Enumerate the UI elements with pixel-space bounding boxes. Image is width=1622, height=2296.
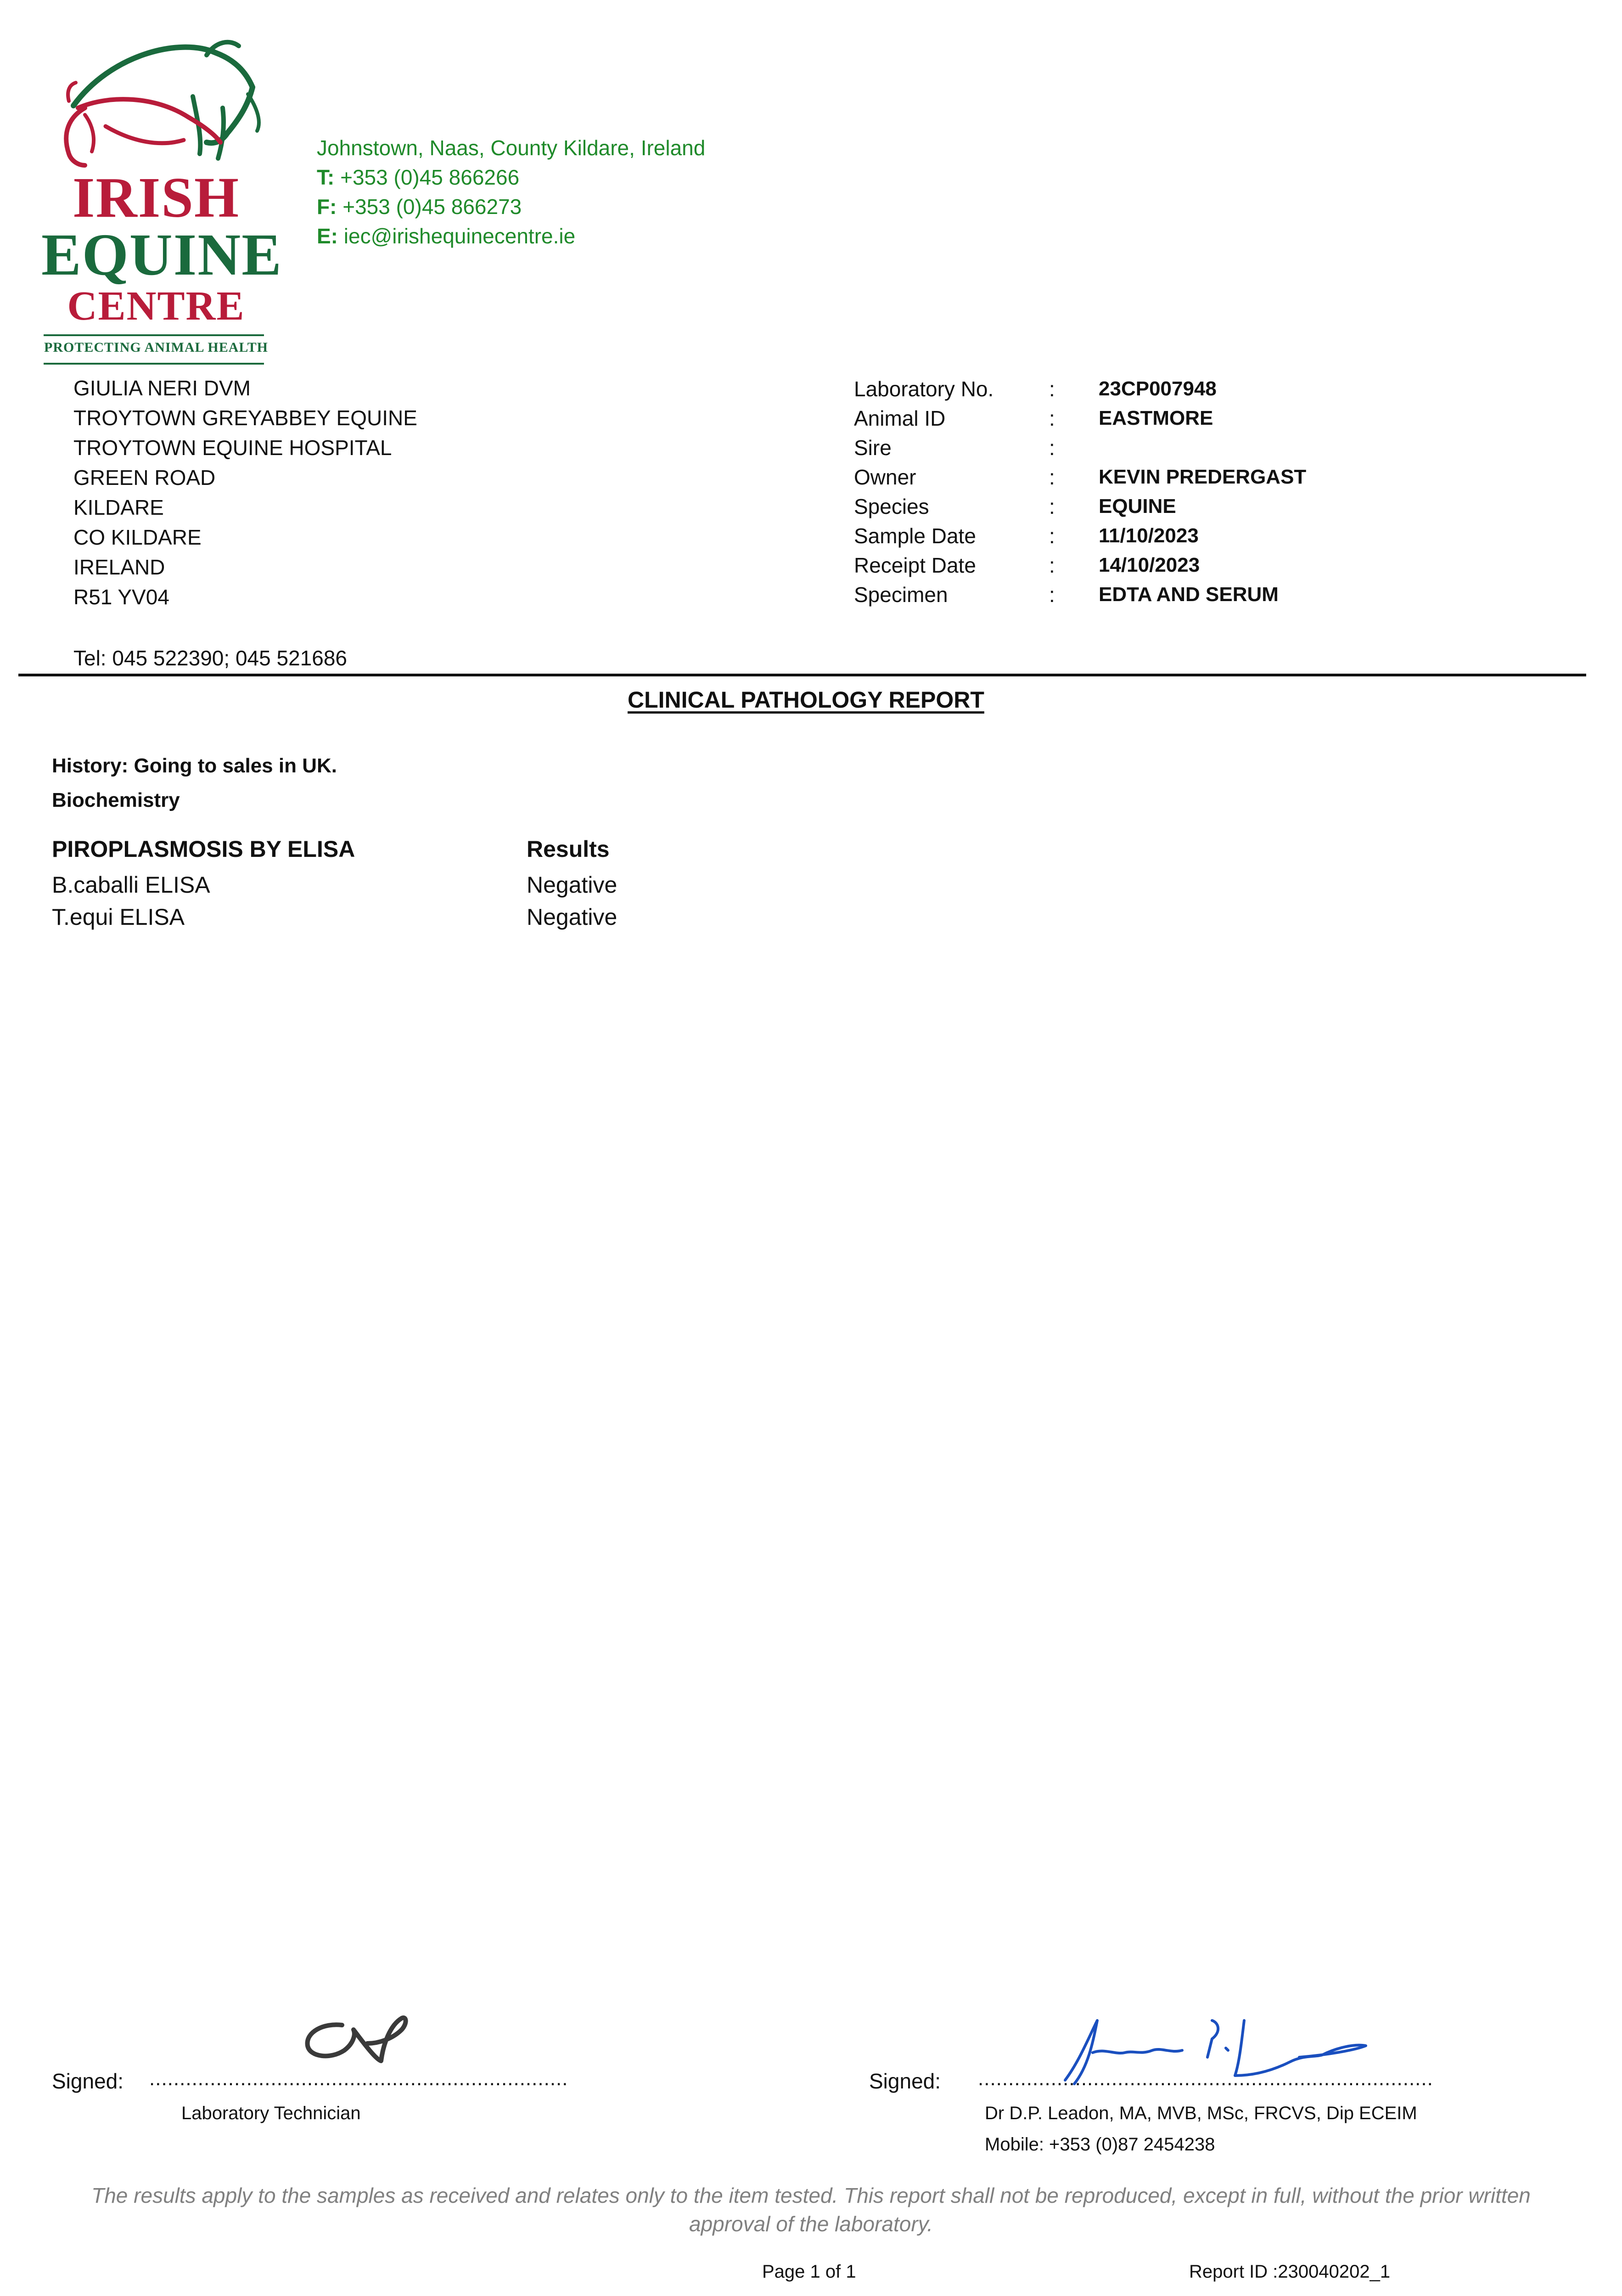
table-cell-test: B.caballi ELISA xyxy=(52,872,210,898)
logo-word-centre: CENTRE xyxy=(67,283,245,329)
contact-phone-line xyxy=(317,163,519,192)
info-value-animal-id: EASTMORE xyxy=(1099,407,1213,429)
contact-phone: +353 (0)45 866266 xyxy=(340,165,520,189)
info-colon: : xyxy=(1049,406,1055,430)
info-value-sample-date: 11/10/2023 xyxy=(1099,524,1199,547)
recipient-line: GIULIA NERI DVM xyxy=(73,376,251,400)
info-label-receipt-date: Receipt Date xyxy=(854,553,976,577)
header-divider xyxy=(18,674,1586,676)
recipient-line: CO KILDARE xyxy=(73,525,202,549)
logo-rule-bottom xyxy=(44,363,264,365)
recipient-line: IRELAND xyxy=(73,555,165,579)
disclaimer-text: The results apply to the samples as received and relates only to the item tested. This report shall not be reproduced, except in full, without the prior written approval of the laboratory. xyxy=(91,2183,1531,2236)
info-label-animal-id: Animal ID xyxy=(854,406,946,430)
signature-line-right: ........................................................................... xyxy=(978,2067,1433,2090)
recipient-line: R51 YV04 xyxy=(73,585,169,609)
table-header-results: Results xyxy=(527,836,610,862)
info-colon: : xyxy=(1049,553,1055,577)
info-label-owner: Owner xyxy=(854,465,916,489)
info-label-species: Species xyxy=(854,495,929,518)
contact-email-link[interactable]: iec@irishequinecentre.ie xyxy=(343,224,576,248)
recipient-line: TROYTOWN EQUINE HOSPITAL xyxy=(73,436,392,460)
info-value-species: EQUINE xyxy=(1099,495,1176,518)
table-cell-result: Negative xyxy=(527,904,617,930)
info-colon: : xyxy=(1049,377,1055,401)
signature-line-left: ..................................................................... xyxy=(149,2067,568,2090)
info-colon: : xyxy=(1049,436,1055,460)
info-colon: : xyxy=(1049,524,1055,548)
recipient-tel: Tel: 045 522390; 045 521686 xyxy=(73,646,347,670)
recipient-line: KILDARE xyxy=(73,495,164,519)
table-header-test: PIROPLASMOSIS BY ELISA xyxy=(52,836,355,862)
signature-caption-right: Dr D.P. Leadon, MA, MVB, MSc, FRCVS, Dip ECEIM xyxy=(985,2103,1417,2123)
signed-label-left: Signed: xyxy=(52,2069,124,2093)
info-label-sire: Sire xyxy=(854,436,892,460)
info-colon: : xyxy=(1049,495,1055,518)
contact-email-label: E: xyxy=(317,224,338,248)
info-colon: : xyxy=(1049,583,1055,607)
info-value-owner: KEVIN PREDERGAST xyxy=(1099,466,1307,488)
info-value-specimen: EDTA AND SERUM xyxy=(1099,583,1279,606)
logo-word-irish: IRISH xyxy=(72,166,240,230)
info-label-specimen: Specimen xyxy=(854,583,948,607)
table-cell-test: T.equi ELISA xyxy=(52,904,185,930)
signed-label-right: Signed: xyxy=(869,2069,941,2093)
contact-phone-label: T: xyxy=(317,165,335,189)
contact-address: Johnstown, Naas, County Kildare, Ireland xyxy=(317,136,706,160)
contact-fax-label: F: xyxy=(317,195,337,219)
contact-email-line xyxy=(317,221,575,251)
doctor-signature xyxy=(1061,2011,1373,2092)
report-id: Report ID :230040202_1 xyxy=(1189,2262,1391,2282)
logo-tagline: PROTECTING ANIMAL HEALTH xyxy=(44,340,268,355)
info-label-sample-date: Sample Date xyxy=(854,524,976,548)
recipient-line: GREEN ROAD xyxy=(73,466,216,490)
horse-logo-icon xyxy=(41,28,271,188)
info-colon: : xyxy=(1049,465,1055,489)
contact-fax-line xyxy=(317,192,522,221)
history-text: History: Going to sales in UK. xyxy=(52,754,337,777)
logo-word-equine: EQUINE xyxy=(41,222,282,288)
page-number: Page 1 of 1 xyxy=(762,2262,856,2282)
signature-caption-left: Laboratory Technician xyxy=(181,2103,361,2123)
section-heading: Biochemistry xyxy=(52,789,180,811)
logo-rule-top xyxy=(44,334,264,336)
info-label-lab-no: Laboratory No. xyxy=(854,377,994,401)
report-title: CLINICAL PATHOLOGY REPORT xyxy=(628,687,984,713)
technician-signature xyxy=(298,2007,409,2071)
recipient-line: TROYTOWN GREYABBEY EQUINE xyxy=(73,406,417,430)
info-value-receipt-date: 14/10/2023 xyxy=(1099,554,1200,576)
info-value-lab-no: 23CP007948 xyxy=(1099,377,1217,400)
contact-fax: +353 (0)45 866273 xyxy=(342,195,522,219)
signatory-mobile: Mobile: +353 (0)87 2454238 xyxy=(985,2134,1215,2155)
irish-equine-centre-logo xyxy=(41,28,282,355)
table-cell-result: Negative xyxy=(527,872,617,898)
